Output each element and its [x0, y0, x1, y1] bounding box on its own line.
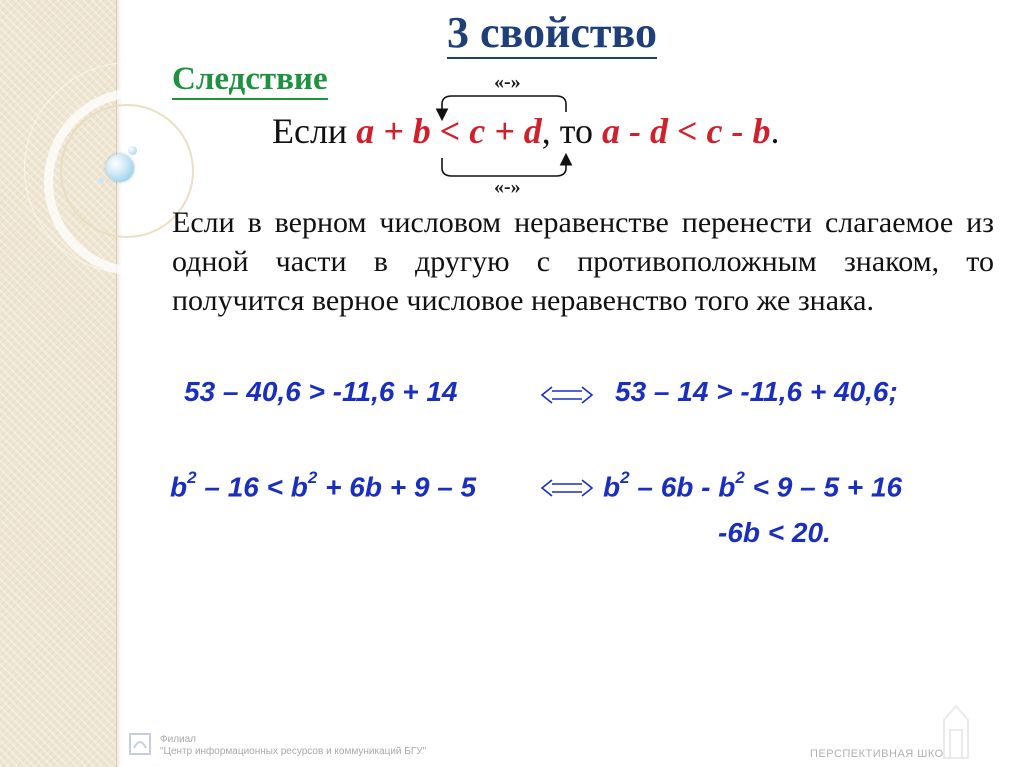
- ex2-right-sup: 2: [620, 468, 630, 487]
- move-label-top: «-»: [494, 71, 521, 93]
- arrow-bottom-icon: [442, 156, 566, 176]
- example1-right: 53 – 14 > -11,6 + 40,6;: [615, 376, 898, 407]
- footer-line1: Филиал: [160, 734, 197, 745]
- equivalence-arrow-icon: [540, 478, 594, 498]
- rule-rhs: a - d < c - b: [602, 111, 771, 151]
- example1-left: 53 – 40,6 > -11,6 + 14: [184, 376, 458, 407]
- ex2-left-b: b: [170, 471, 188, 503]
- footer-credit: [160, 734, 426, 758]
- ex2-left-sup: 2: [187, 468, 197, 487]
- ex2-left-mid: – 16 < b: [196, 471, 308, 503]
- brand-watermark: ПЕРСПЕКТИВНАЯ ШКО: [810, 748, 944, 760]
- corollary-rule: [272, 110, 779, 152]
- footer-line2: "Центр информационных ресурсов и коммуникаций БГУ": [160, 746, 427, 757]
- slide-title: 3 свойство: [447, 8, 657, 57]
- ex2-right-end: < 9 – 5 + 16: [744, 471, 903, 503]
- move-label-bottom: «-»: [494, 176, 521, 198]
- example2-left: [170, 468, 477, 503]
- example2-result: -6b < 20.: [718, 517, 831, 548]
- branch-logo-icon: [128, 732, 152, 756]
- rule-if: Если: [272, 111, 357, 151]
- ex2-right-mid: – 6b - b: [629, 471, 736, 503]
- equivalence-arrow-icon: [540, 385, 594, 405]
- ex2-right-b: b: [603, 471, 621, 503]
- ex2-left-end: + 6b + 9 – 5: [317, 471, 477, 503]
- rule-end: .: [770, 111, 780, 151]
- rule-lhs: a + b < c + d: [356, 111, 542, 151]
- ex2-right-sup2: 2: [735, 468, 745, 487]
- corollary-heading: Следствие: [172, 60, 328, 100]
- example2-right: [603, 468, 903, 503]
- property-statement: Если в верном числовом неравенстве перенести слагаемое из одной части в другую с противоположным знаком, то получится верное числовое неравенство того же знака.: [172, 206, 994, 317]
- rule-then: , то: [541, 111, 602, 151]
- ex2-left-sup2: 2: [307, 468, 318, 487]
